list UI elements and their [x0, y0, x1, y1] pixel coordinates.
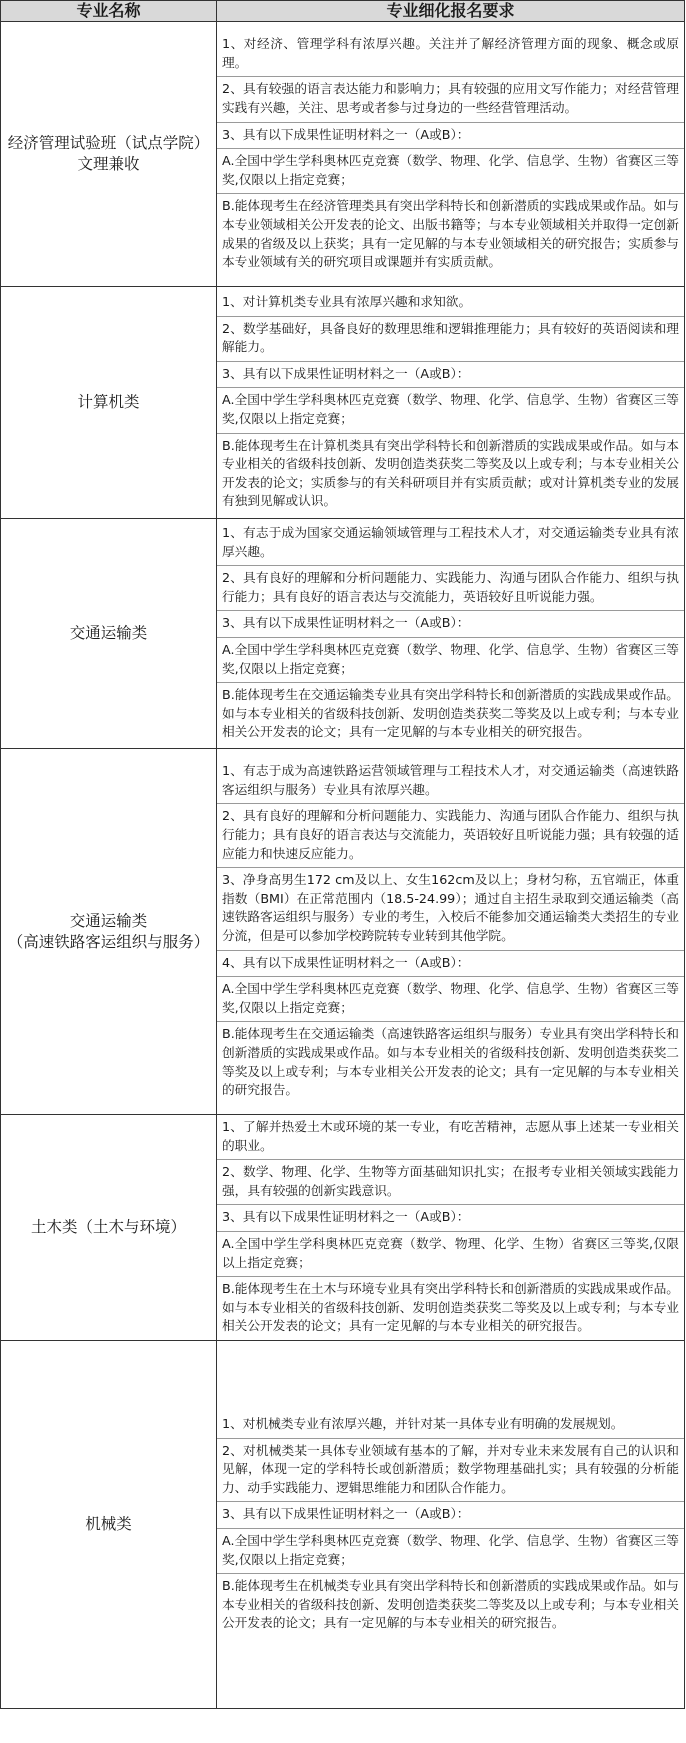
requirement-item: 3、净身高男生172 cm及以上、女生162cm及以上；身材匀称，五官端正，体重指数（BMI）在正常范围内（18.5-24.99）；通过自主招生录取到交通运输类（高速铁路客运组织与服务）专业的考生，入校后不能参加交通运输类大类招生的专业分流，但是可以参加学校跨院转专业转到其他学院。: [217, 868, 684, 950]
requirement-item: B.能体现考生在经济管理类具有突出学科特长和创新潜质的实践成果或作品。如与本专业领域相关公开发表的论文、出版书籍等；与本专业领域相关并取得一定创新成果的省级及以上获奖；具有一定见解的与本专业领域相关的研究报告；实质参与本专业领域有关的研究项目或课题并有实质贡献。: [222, 198, 679, 270]
requirement-item: 3、具有以下成果性证明材料之一（A或B）：: [217, 1502, 684, 1529]
table-row: [1, 287, 685, 519]
requirement-item: A.全国中学生学科奥林匹克竞赛（数学、物理、化学、生物）省赛区三等奖,仅限以上指定竞赛；: [217, 1232, 684, 1277]
requirement-item: 2、具有良好的理解和分析问题能力、实践能力、沟通与团队合作能力、组织与执行能力；具有良好的语言表达与交流能力，英语较好且听说能力强；具有较强的适应能力和快速反应能力。: [217, 804, 684, 868]
requirements-cell: [217, 749, 685, 1115]
requirement-item: 4、具有以下成果性证明材料之一（A或B）：: [217, 951, 684, 978]
table-row: [1, 22, 685, 287]
requirement-item: 2、数学、物理、化学、生物等方面基础知识扎实；在报考专业相关领域实践能力强，具有较强的创新实践意识。: [217, 1160, 684, 1205]
major-name-line: 机械类: [85, 1514, 132, 1533]
major-name-cell: [1, 749, 217, 1115]
requirement-item: 3、具有以下成果性证明材料之一（A或B）：: [217, 362, 684, 389]
header-major-name: 专业名称: [1, 1, 217, 22]
major-name-cell: [1, 519, 217, 749]
requirement-item: A.全国中学生学科奥林匹克竞赛（数学、物理、化学、信息学、生物）省赛区三等奖,仅限以上指定竞赛；: [217, 1529, 684, 1574]
major-name-cell: [1, 1115, 217, 1341]
major-name-cell: [1, 22, 217, 287]
requirement-item: 2、具有良好的理解和分析问题能力、实践能力、沟通与团队合作能力、组织与执行能力；具有良好的语言表达与交流能力，英语较好且听说能力强。: [217, 566, 684, 611]
requirement-item: 2、具有较强的语言表达能力和影响力；具有较强的应用文写作能力；对经营管理实践有兴趣，关注、思考或者参与过身边的一些经营管理活动。: [217, 77, 684, 122]
requirement-item: B.能体现考生在计算机类具有突出学科特长和创新潜质的实践成果或作品。如与本专业相关的省级科技创新、发明创造类获奖二等奖及以上或专利；与本专业相关公开发表的论文；实质参与的有关科研项目并有实质贡献；或对计算机类专业的发展有独到见解或认识。: [222, 437, 679, 509]
major-name-line: （高速铁路客运组织与服务）: [7, 932, 210, 951]
major-name-line: 经济管理试验班（试点学院）: [7, 134, 210, 152]
requirement-item: 3、具有以下成果性证明材料之一（A或B）：: [217, 611, 684, 638]
requirements-cell: [217, 1340, 685, 1708]
major-name-cell: [1, 1340, 217, 1708]
major-name-cell: [1, 287, 217, 519]
major-name-line: 文理兼收: [77, 155, 140, 173]
requirement-item: 2、数学基础好，具备良好的数理思维和逻辑推理能力；具有较好的英语阅读和理解能力。: [217, 317, 684, 362]
requirement-item: 1、有志于成为高速铁路运营领域管理与工程技术人才，对交通运输类（高速铁路客运组织与服务）专业具有浓厚兴趣。: [217, 759, 684, 804]
table-row: [1, 1115, 685, 1341]
requirement-item: 3、具有以下成果性证明材料之一（A或B）：: [217, 1205, 684, 1232]
requirement-item: A.全国中学生学科奥林匹克竞赛（数学、物理、化学、信息学、生物）省赛区三等奖,仅限以上指定竞赛；: [217, 388, 684, 433]
major-name-line: 交通运输类: [69, 911, 148, 930]
requirements-cell: [217, 287, 685, 519]
table-body: [1, 22, 685, 1709]
requirement-item: 1、对计算机类专业具有浓厚兴趣和求知欲。: [217, 290, 684, 317]
requirement-item: A.全国中学生学科奥林匹克竞赛（数学、物理、化学、信息学、生物）省赛区三等奖,仅限以上指定竞赛；: [217, 638, 684, 683]
major-name-line: 土木类（土木与环境）: [30, 1217, 186, 1236]
requirement-item: A.全国中学生学科奥林匹克竞赛（数学、物理、化学、信息学、生物）省赛区三等奖,仅限以上指定竞赛；: [217, 149, 684, 194]
table-row: [1, 1340, 685, 1708]
header-requirements: 专业细化报名要求: [217, 1, 685, 22]
table-row: [1, 519, 685, 749]
requirements-cell: [217, 1115, 685, 1341]
requirement-item: 2、对机械类某一具体专业领域有基本的了解，并对专业未来发展有自己的认识和见解，体现一定的学科特长或创新潜质；数学物理基础扎实；具有较强的分析能力、动手实践能力、逻辑思维能力和团队合作能力。: [217, 1439, 684, 1503]
requirement-item: 1、对机械类专业有浓厚兴趣，并针对某一具体专业有明确的发展规划。: [217, 1412, 684, 1439]
requirements-cell: [217, 22, 685, 287]
requirement-item: B.能体现考生在交通运输类专业具有突出学科特长和创新潜质的实践成果或作品。如与本专业相关的省级科技创新、发明创造类获奖二等奖及以上或专利；与本专业相关公开发表的论文；具有一定见解的与本专业相关的研究报告。: [222, 687, 679, 740]
requirement-item: 1、有志于成为国家交通运输领域管理与工程技术人才，对交通运输类专业具有浓厚兴趣。: [217, 521, 684, 566]
requirement-item: B.能体现考生在交通运输类（高速铁路客运组织与服务）专业具有突出学科特长和创新潜质的实践成果或作品。如与本专业相关的省级科技创新、发明创造类获奖二等奖及以上或专利；与本专业相关公开发表的论文；具有一定见解的与本专业相关的研究报告。: [222, 1026, 679, 1098]
requirement-item: 1、对经济、管理学科有浓厚兴趣。关注并了解经济管理方面的现象、概念或原理。: [217, 32, 684, 77]
requirements-cell: [217, 519, 685, 749]
requirement-item: A.全国中学生学科奥林匹克竞赛（数学、物理、化学、信息学、生物）省赛区三等奖,仅限以上指定竞赛；: [217, 977, 684, 1022]
major-name-line: 交通运输类: [69, 624, 148, 642]
requirement-item: B.能体现考生在土木与环境专业具有突出学科特长和创新潜质的实践成果或作品。如与本专业相关的省级科技创新、发明创造类获奖二等奖及以上或专利；与本专业相关公开发表的论文；具有一定见解的与本专业相关的研究报告。: [222, 1281, 679, 1334]
requirement-item: B.能体现考生在机械类专业具有突出学科特长和创新潜质的实践成果或作品。如与本专业相关的省级科技创新、发明创造类获奖二等奖及以上或专利；与本专业相关公开发表的论文；具有一定见解的与本专业相关的研究报告。: [222, 1578, 679, 1631]
requirement-item: 1、了解并热爱土木或环境的某一专业，有吃苦精神，志愿从事上述某一专业相关的职业。: [217, 1115, 684, 1160]
requirement-item: 3、具有以下成果性证明材料之一（A或B）：: [217, 123, 684, 150]
table-row: [1, 749, 685, 1115]
header-row: [1, 1, 685, 22]
major-name-line: 计算机类: [77, 393, 140, 411]
